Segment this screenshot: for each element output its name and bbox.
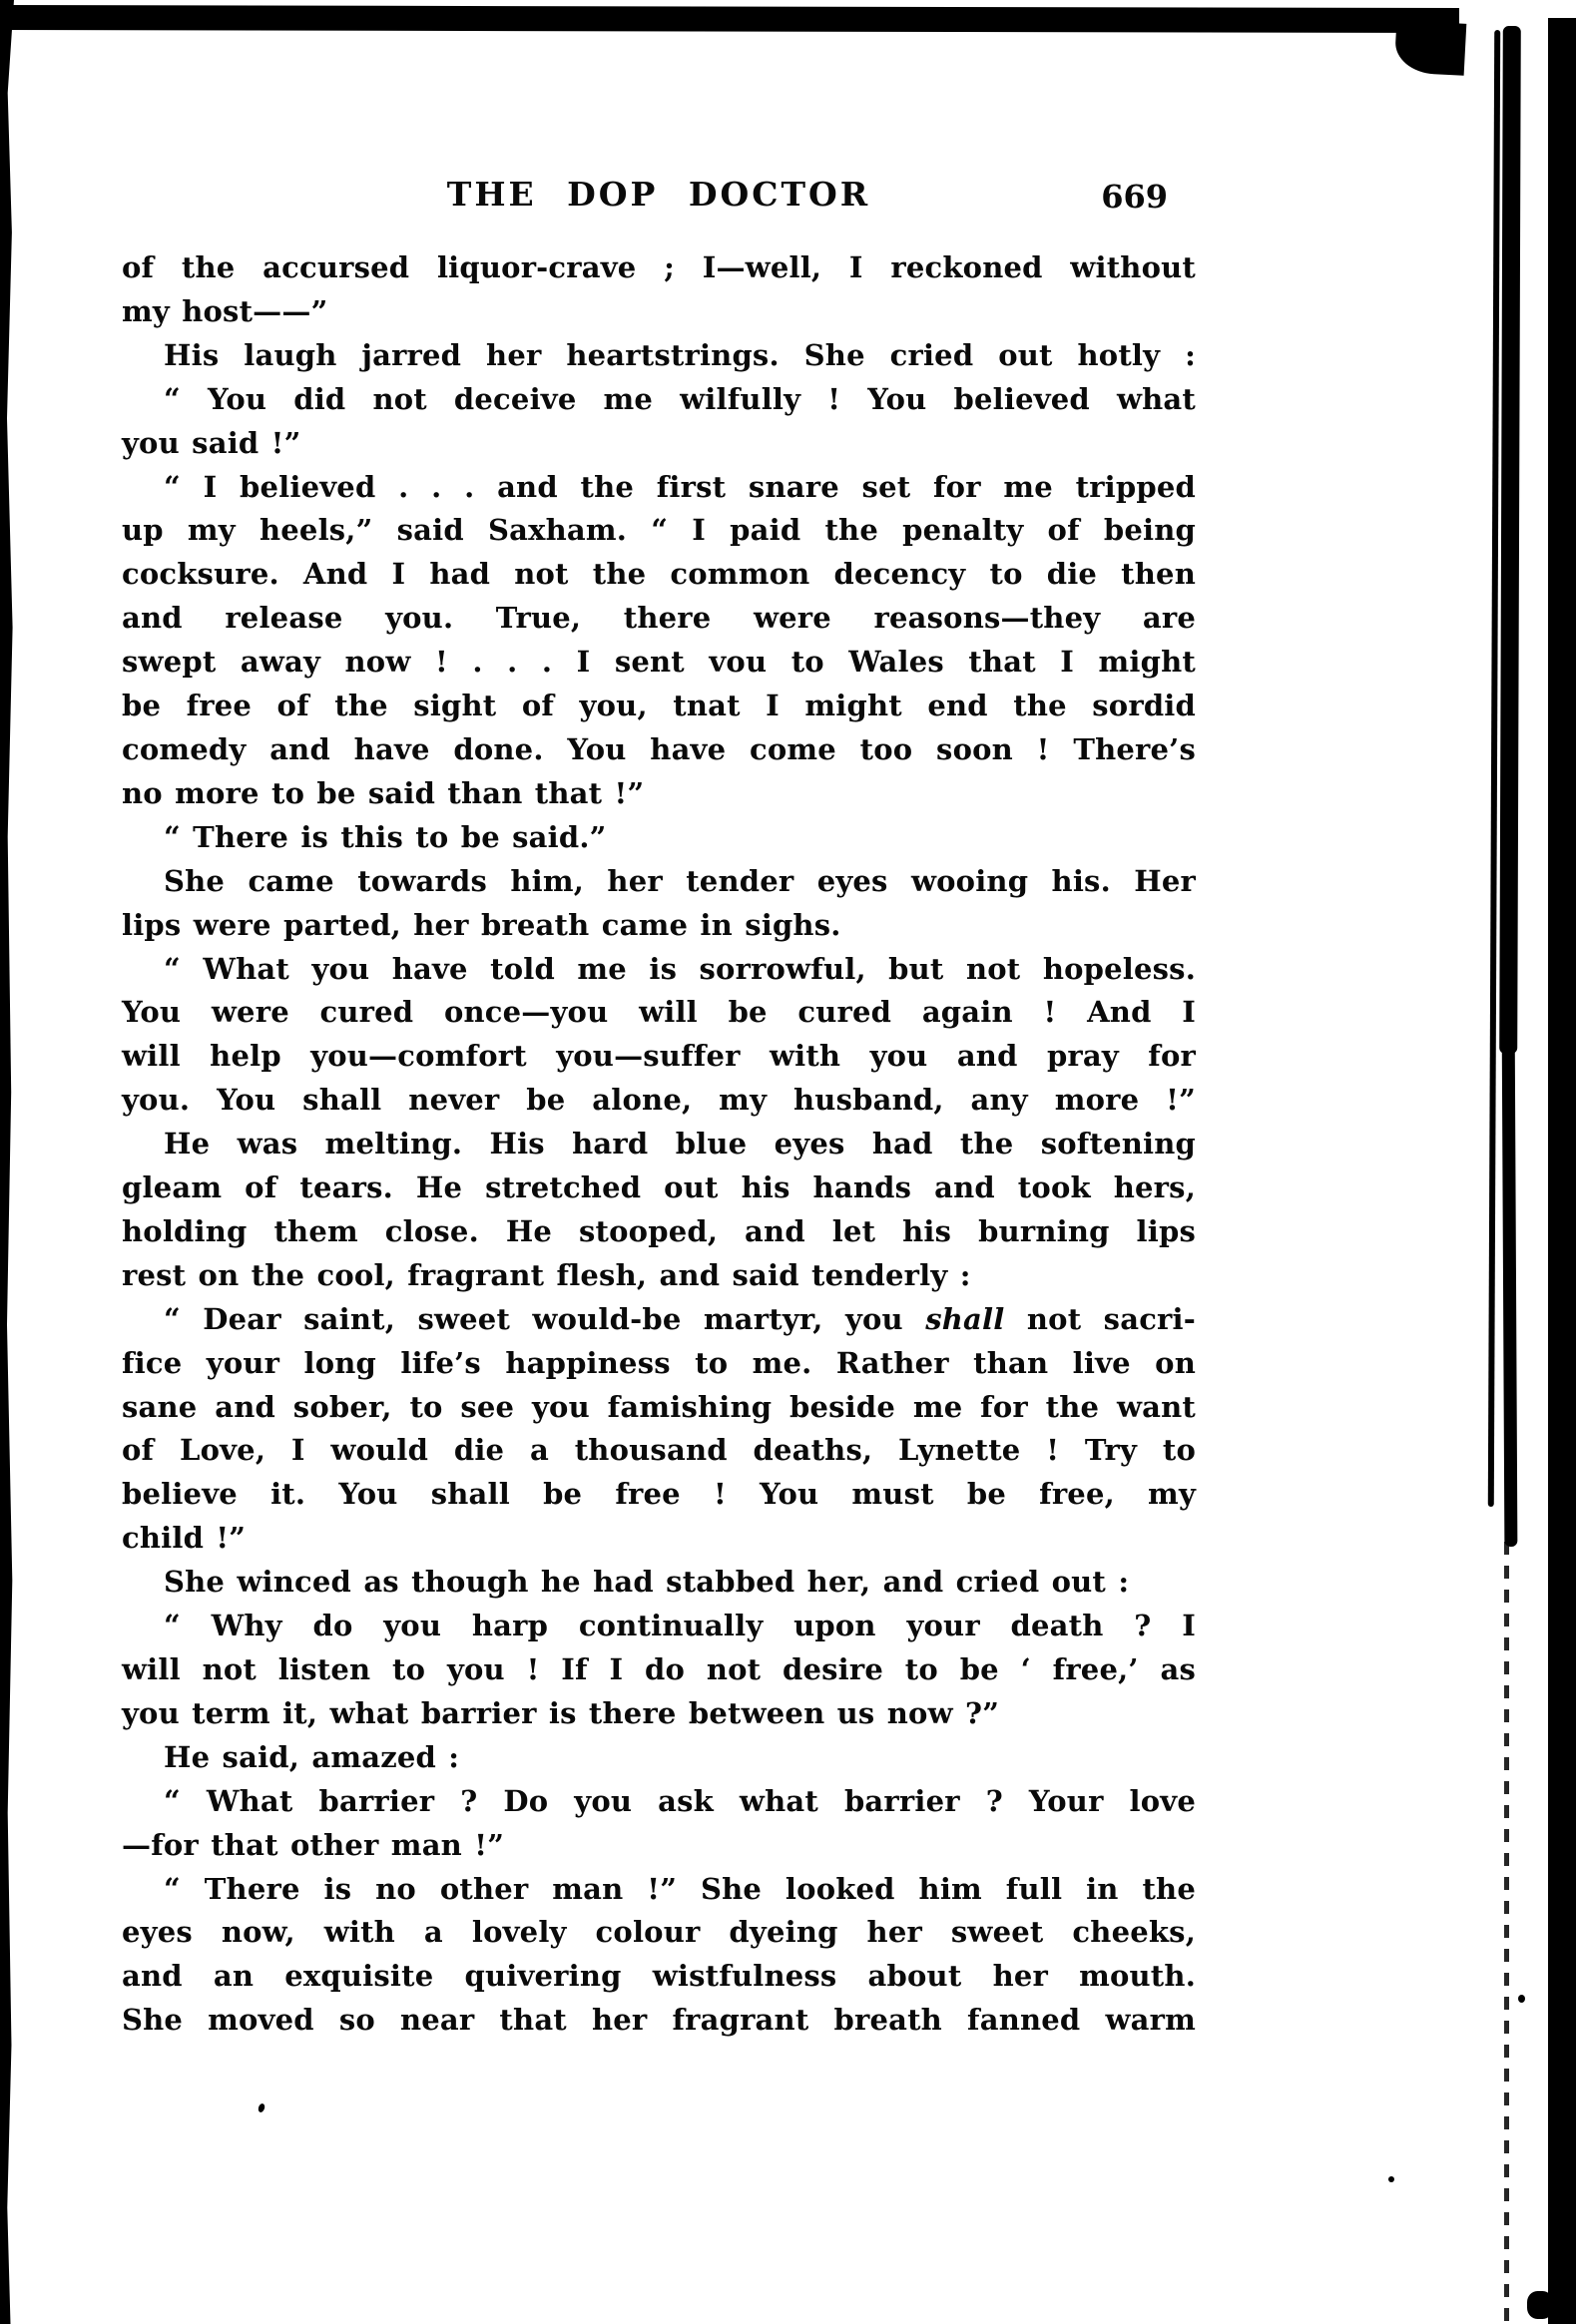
scan-artifact-speck — [258, 2102, 266, 2113]
text-line: lips were parted, her breath came in sighs. — [122, 907, 841, 942]
text-line: and release you. True, there were reasons—they are — [122, 601, 1196, 636]
scan-artifact-left-edge — [0, 0, 14, 2324]
text-line: of the accursed liquor-crave ; I—well, I reckoned without — [122, 250, 1196, 284]
scan-artifact-speck — [1527, 2291, 1553, 2319]
scan-artifact-speck — [1518, 1995, 1525, 2003]
text-line: child !” — [122, 1521, 247, 1556]
text-line: —for that other man !” — [122, 1827, 505, 1862]
text-line: His laugh jarred her heartstrings. She cried out hotly : — [164, 337, 1196, 372]
scan-artifact-top-edge — [0, 5, 1459, 33]
text-line: “ There is no other man !” She looked him full in the — [164, 1871, 1196, 1906]
text-line: “ What you have told me is sorrowful, but not hopeless. — [164, 951, 1196, 986]
page-header-title: THE DOP DOCTOR — [446, 175, 871, 214]
page-number: 669 — [1101, 178, 1168, 216]
text-line: you term it, what barrier is there between us now ?” — [122, 1695, 1000, 1730]
text-line: comedy and have done. You have come too soon ! There’s — [122, 731, 1196, 766]
text-line: will help you—comfort you—suffer with you and pray for — [122, 1039, 1196, 1074]
text-line: sane and sober, to see you famishing beside me for the want — [122, 1389, 1196, 1424]
text-line: eyes now, with a lovely colour dyeing her sweet cheeks, — [122, 1915, 1196, 1950]
text-line: She moved so near that her fragrant breath fanned warm — [122, 2003, 1196, 2038]
text-line: He was melting. His hard blue eyes had the softening — [164, 1127, 1196, 1162]
text-line: no more to be said than that !” — [122, 775, 645, 810]
scan-artifact-gutter-streak — [1488, 30, 1500, 1507]
scan-artifact-gutter-streak — [1499, 26, 1521, 1054]
text-line: and an exquisite quivering wistfulness about her mouth. — [122, 1959, 1196, 1994]
scan-artifact-right-edge — [1548, 18, 1576, 2324]
text-line: “ I believed . . . and the first snare set for me tripped — [164, 469, 1196, 504]
text-line: be free of the sight of you, tnat I might end the sordid — [122, 689, 1196, 723]
text-line: gleam of tears. He stretched out his hands and took hers, — [122, 1170, 1196, 1205]
scan-artifact-gutter-streak — [1502, 1018, 1518, 1547]
scan-artifact-speck — [1388, 2176, 1394, 2182]
text-line: swept away now ! . . . I sent vou to Wales that I might — [122, 645, 1196, 680]
text-line: rest on the cool, fragrant flesh, and said tenderly : — [122, 1257, 971, 1292]
text-line: fice your long life’s happiness to me. Rather than live on — [122, 1345, 1196, 1380]
text-line: believe it. You shall be free ! You must be free, my — [122, 1477, 1196, 1512]
text-line: He said, amazed : — [164, 1739, 460, 1774]
text-line: cocksure. And I had not the common decency to die then — [122, 557, 1196, 592]
text-line: “ Why do you harp continually upon your death ? I — [164, 1609, 1196, 1643]
text-line: “ Dear saint, sweet would-be martyr, you shall not sacri- — [164, 1301, 1196, 1336]
text-line: up my heels,” said Saxham. “ I paid the penalty of being — [122, 513, 1196, 548]
text-line: holding them close. He stooped, and let his burning lips — [122, 1213, 1196, 1248]
text-line: will not listen to you ! If I do not desire to be ‘ free,’ as — [122, 1652, 1196, 1686]
text-line: of Love, I would die a thousand deaths, Lynette ! Try to — [122, 1433, 1196, 1468]
text-line: “ You did not deceive me wilfully ! You believed what — [164, 381, 1196, 416]
text-line: you. You shall never be alone, my husband, any more !” — [122, 1083, 1196, 1118]
text-line: “ There is this to be said.” — [164, 819, 607, 854]
text-line: “ What barrier ? Do you ask what barrier ? Your love — [164, 1783, 1196, 1818]
text-line: You were cured once—you will be cured again ! And I — [122, 995, 1196, 1030]
text-block — [122, 246, 1196, 2043]
text-line: She winced as though he had stabbed her, and cried out : — [164, 1565, 1130, 1600]
text-line: my host——” — [122, 293, 328, 328]
scan-artifact-top-right-bend — [1394, 20, 1467, 76]
text-line: you said !” — [122, 425, 301, 460]
text-line: She came towards him, her tender eyes wooing his. Her — [164, 863, 1196, 898]
scan-artifact-gutter-streak-dashes — [1504, 1542, 1509, 2324]
